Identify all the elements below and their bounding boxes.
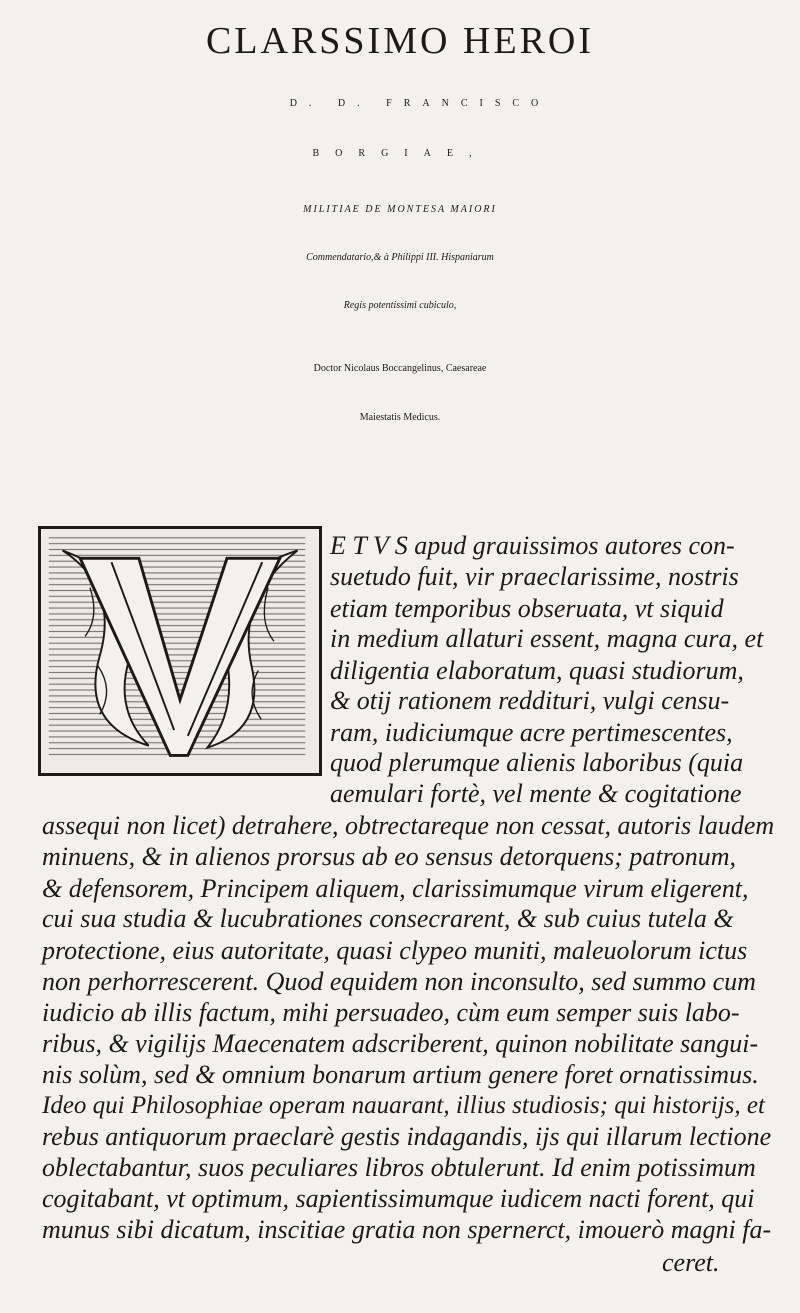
author-line: Doctor Nicolaus Boccangelinus, Caesareae: [313, 363, 487, 374]
text-line: diligentia elaboratum, quasi studiorum,: [330, 656, 744, 685]
text-line: oblectabantur, suos peculiares libros obtulerunt. Id enim potissimum: [42, 1153, 756, 1182]
text-line: etiam temporibus obseruata, vt siquid: [330, 594, 724, 623]
text-line: quod plerumque alienis laboribus (quia: [330, 748, 744, 777]
dedication-title: CLARSSIMO HEROI: [205, 20, 595, 62]
text-line: iudicio ab illis factum, mihi persuadeo, cùm eum semper suis labo-: [42, 998, 740, 1027]
dedicatee-surname: BORGIAE,: [312, 148, 488, 159]
text-line: Ideo qui Philosophiae operam nauarant, illius studiosis; qui historijs, et: [42, 1092, 765, 1119]
text-line: & otij rationem reddituri, vulgi censu-: [330, 686, 730, 715]
text-line: cogitabant, vt optimum, sapientissimumque iudicem nacti forent, qui: [42, 1184, 755, 1213]
text-line: cui sua studia & lucubrationes consecrarent, & sub cuius tutela &: [42, 904, 734, 933]
text-line: E T V S apud grauissimos autores con-: [330, 531, 735, 560]
dedicatee-name: D. D. FRANCISCO: [289, 98, 551, 109]
text-line: & defensorem, Principem aliquem, clarissimumque virum eligerent,: [42, 874, 749, 903]
text-line: rebus antiquorum praeclarè gestis indagandis, ijs qui illarum lectione: [42, 1122, 772, 1151]
text-line: suetudo fuit, vir praeclarissime, nostris: [330, 562, 739, 591]
text-line-last: ceret.: [662, 1248, 720, 1277]
text-line: munus sibi dicatum, inscitiae gratia non spernerct, imouerò magni fa-: [42, 1215, 772, 1244]
text-line: ram, iudiciumque acre pertimescentes,: [330, 718, 733, 747]
text-line: ribus, & vigilijs Maecenatem adscriberent, quinon nobilitate sangui-: [42, 1029, 759, 1058]
text-line: minuens, & in alienos prorsus ab eo sensus detorquens; patronum,: [42, 842, 737, 871]
text-line: nis solùm, sed & omnium bonarum artium genere foret ornatissimus.: [42, 1060, 759, 1089]
text-line: protectione, eius autoritate, quasi clypeo muniti, maleuolorum ictus: [42, 936, 748, 965]
text-line: in medium allaturi essent, magna cura, et: [330, 624, 764, 653]
order-title: MILITIAE DE MONTESA MAIORI: [303, 204, 497, 215]
regis-line: Regis potentissimi cubiculo,: [343, 300, 457, 311]
text-line: aemulari fortè, vel mente & cogitatione: [330, 779, 742, 808]
author-title-line: Maiestatis Medicus.: [359, 412, 441, 423]
text-line: assequi non licet) detrahere, obtrectareque non cessat, autoris laudem: [42, 811, 775, 840]
decorated-initial-v-icon: [38, 526, 322, 776]
commendatario-line: Commendatario,& à Philippi III. Hispaniarum: [306, 252, 494, 263]
text-line: non perhorrescerent. Quod equidem non inconsulto, sed summo cum: [42, 967, 756, 996]
